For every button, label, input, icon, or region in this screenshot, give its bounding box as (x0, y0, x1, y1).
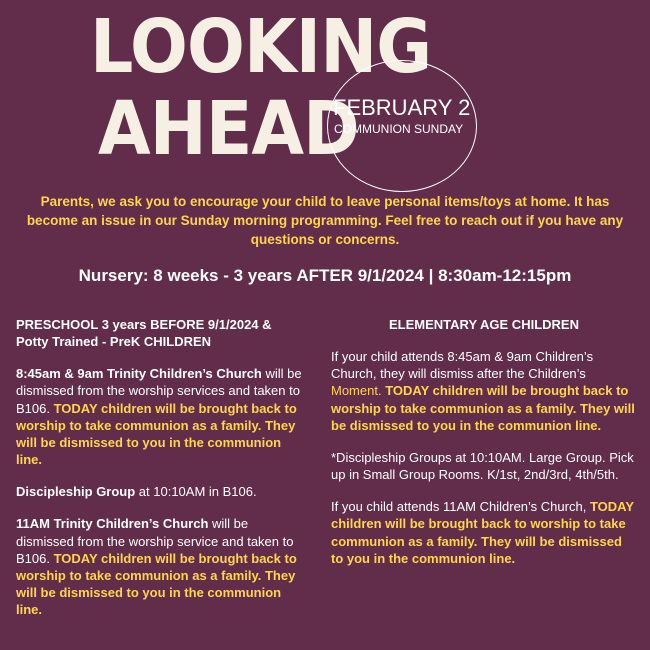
title-ahead: AHEAD (98, 86, 359, 172)
preschool-service-paragraph (16, 365, 306, 468)
moment-text: Moment. (331, 383, 382, 399)
discipleship-paragraph (16, 483, 306, 500)
service-time-label: 8:45am & 9am Trinity Children’s Church (16, 366, 262, 382)
preschool-heading: PRESCHOOL 3 years BEFORE 9/1/2024 & Potty Trained - PreK CHILDREN (16, 317, 272, 350)
elementary-discipleship-paragraph (331, 449, 637, 483)
elementary-service-text: If your child attends 8:45am & 9am Children’s Church, they will dismiss after the Children’s (331, 349, 594, 382)
event-date: FEBRUARY 2 (333, 95, 471, 120)
preschool-column (16, 316, 306, 633)
elementary-eleven-am-text: If you child attends 11AM Children’s Church, (331, 499, 587, 515)
elementary-discipleship-text: *Discipleship Groups at 10:10AM. Large Group. Pick up in Small Group Rooms. K/1st, 2nd/3rd, 4th/5th. (331, 449, 634, 483)
discipleship-text: at 10:10AM in B106. (135, 484, 257, 500)
elementary-column (331, 316, 637, 582)
nursery-info: Nursery: 8 weeks - 3 years AFTER 9/1/2024 | 8:30am-12:15pm (78, 266, 572, 285)
eleven-am-text: will be dismissed from the worship service and taken to B106. (16, 516, 294, 566)
title-looking: LOOKING (90, 4, 432, 90)
eleven-am-label: 11AM Trinity Children’s Church (16, 516, 209, 532)
elementary-service-paragraph (331, 348, 637, 434)
discipleship-label: Discipleship Group (16, 484, 136, 500)
event-subtitle: COMMUNION SUNDAY (334, 122, 464, 136)
service-text: will be dismissed from the worship services and taken to B106. (16, 366, 302, 416)
eleven-am-paragraph (16, 515, 306, 618)
communion-highlight: TODAY children will be brought back to worship to take communion as a family. They will be dismissed to you in the communion line. (16, 400, 297, 468)
communion-highlight: TODAY children will be brought back to worship to take communion as a family. They will be dismissed to you in the communion line. (331, 499, 634, 566)
elementary-eleven-am-paragraph (331, 498, 637, 567)
elementary-heading: ELEMENTARY AGE CHILDREN (389, 317, 579, 332)
communion-highlight: TODAY children will be brought back to worship to take communion as a family. They will be dismissed to you in the communion line. (331, 383, 635, 433)
intro-notice: Parents, we ask you to encourage your child to leave personal items/toys at home. It has become an issue in our Sunday morning programming. Feel free to reach out if you have any questions or concerns. (26, 194, 624, 247)
communion-highlight: TODAY children will be brought back to worship to take communion as a family. They will be dismissed to you in the communion line. (16, 550, 297, 618)
